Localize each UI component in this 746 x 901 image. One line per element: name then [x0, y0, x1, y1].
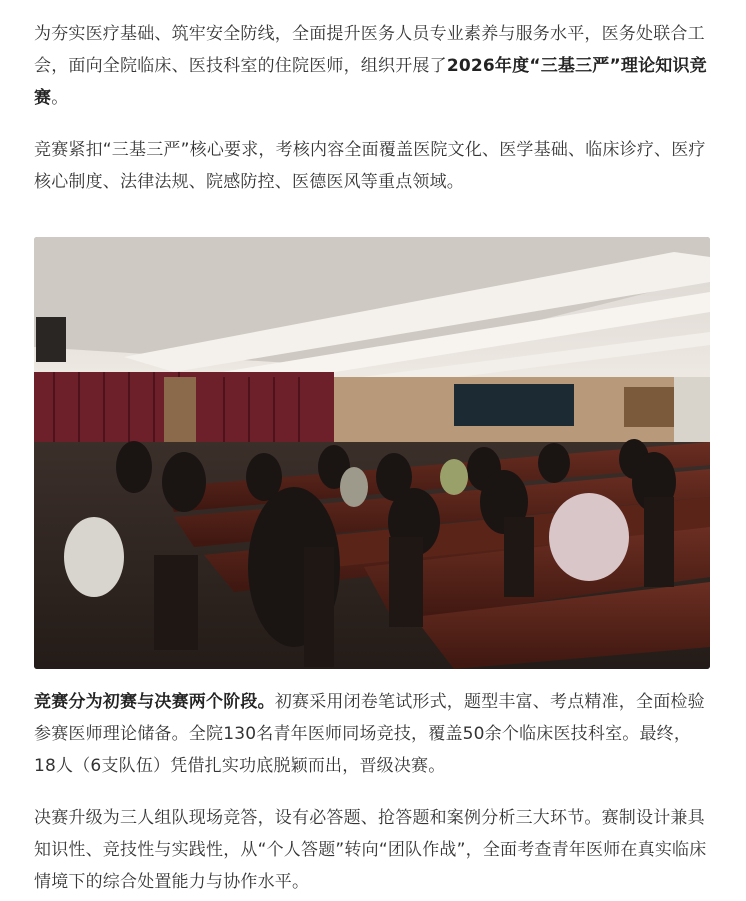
intro-text: 为夯实医疗基础、筑牢安全防线，全面提升医务人员专业素养与服务水平，医务处联合工会，面向全院临床、医技科室的住院医师，组织开展了: [34, 24, 705, 76]
scope-paragraph: 竞赛紧扣“三基三严”核心要求，考核内容全面覆盖医院文化、医学基础、临床诊疗、医疗核心制度、法律法规、院感防控、医德医风等重点领域。: [34, 140, 706, 192]
stages-paragraph: [34, 686, 712, 782]
intro-paragraph: [34, 18, 712, 114]
exam-hall-photo: [34, 237, 710, 669]
intro-end: 。: [51, 88, 69, 108]
stages-lead: 竞赛分为初赛与决赛两个阶段。: [34, 692, 275, 712]
competition-title: 2026年度“三基三严”理论知识竞赛: [34, 56, 707, 108]
stages-text: 初赛采用闭卷笔试形式，题型丰富、考点精准，全面检验参赛医师理论储备。全院130名青年医师同场竞技，覆盖50余个临床医技科室。最终，18人（6支队伍）凭借扎实功底脱颖而出，晋级决赛。: [34, 692, 705, 776]
final-paragraph: 决赛升级为三人组队现场竞答，设有必答题、抢答题和案例分析三大环节。赛制设计兼具知识性、竞技性与实践性，从“个人答题”转向“团队作战”，全面考查青年医师在真实临床情境下的综合处置能力与协作水平。: [34, 808, 707, 892]
